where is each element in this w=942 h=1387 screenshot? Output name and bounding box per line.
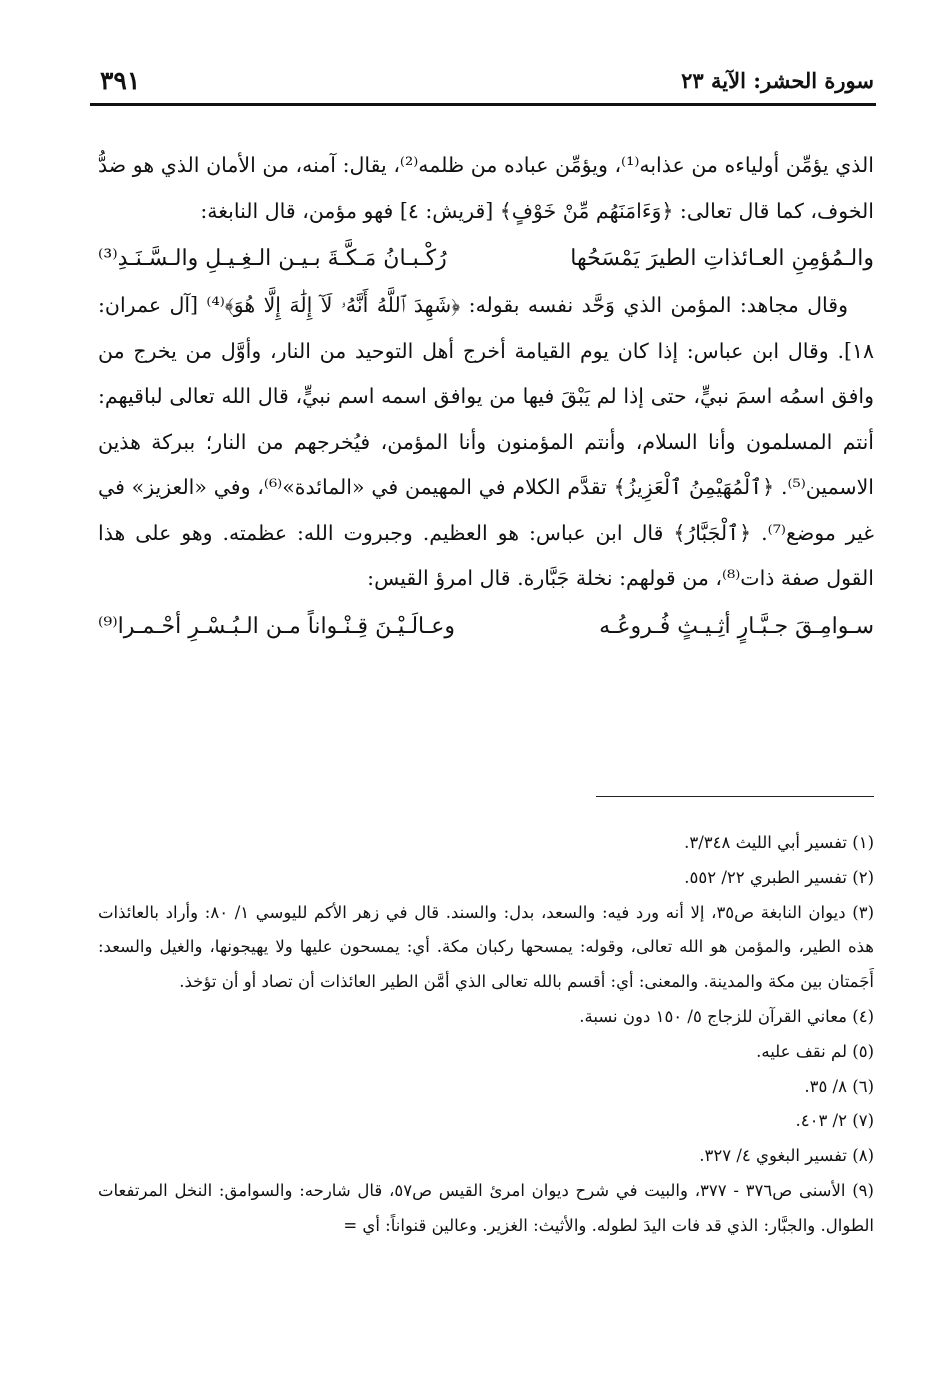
footnotes (98, 826, 874, 1244)
verse-2-first-hemistich: سـوامِـقَ جـبَّـارٍ أثِـيـثٍ فُـروعُـه (599, 613, 874, 639)
paragraph-1: الذي يؤمِّن أولياءه من عذابه⁽¹⁾، ويؤمِّن عباده من ظلمه⁽²⁾، يقال: آمنه، من الأمان الذي هو ضدُّ الخوف، كما قال تعالى: ﴿وَءَامَنَهُم مِّنْ خَوْفٍ﴾ [قريش: ٤] فهو مؤمن، قال النابغة: (98, 153, 874, 223)
verse-1-first-hemistich: والـمُؤمِنِ العـائذاتِ الطيرَ يَمْسَحُها (570, 246, 874, 271)
page-header (100, 62, 874, 102)
verse-2-second-hemistich: وعـالَـيْـنَ قِـنْـواناً مـن الـبُـسْـرِ أحْـمـرا⁽⁹⁾ (98, 613, 455, 639)
footnote-6: (٦) ٨/ ٣٥. (804, 1076, 874, 1096)
paragraph-2: وقال مجاهد: المؤمن الذي وَحَّد نفسه بقوله: ﴿شَهِدَ ٱللَّهُ أَنَّهُۥ لَآ إِلَٰهَ إِلَّا هُوَ﴾⁽⁴⁾ [آل عمران: ١٨]. وقال ابن عباس: إذا كان يوم القيامة أخرج أهل التوحيد من النار، وأوَّل من يخرج من وافق اسمُه اسمَ نبيٍّ، حتى إذا لم يَبْقَ فيها من يوافق اسمه اسم نبيٍّ، قال الله تعالى لباقيهم: أنتم المسلمون وأنا السلام، وأنتم المؤمنون وأنا المؤمن، فيُخرجهم من النار؛ ببركة هذين الاسمين⁽⁵⁾. ﴿ٱلْمُهَيْمِنُ ٱلْعَزِيزُ﴾ تقدَّم الكلام في المهيمن في «المائدة»⁽⁶⁾، وفي «العزيز» في غير موضع⁽⁷⁾. ﴿ٱلْجَبَّارُ﴾ قال ابن عباس: هو العظيم. وجبروت الله: عظمته. وهو على هذا القول صفة ذات⁽⁸⁾، من قولهم: نخلة جَبَّارة. قال امرؤ القيس: (98, 293, 874, 590)
footnote-8: (٨) تفسير البغوي ٤/ ٣٢٧. (699, 1146, 874, 1166)
page-number: ٣٩١ (100, 66, 141, 95)
verse-1-second-hemistich: رُكْـبـانُ مَـكَّـةَ بـيـن الـغِـيـلِ والـسَّـنَـدِ⁽³⁾ (98, 246, 447, 271)
footnote-2: (٢) تفسير الطبري ٢٢/ ٥٥٢. (684, 867, 874, 887)
main-text (98, 143, 874, 651)
footnote-1: (١) تفسير أبي الليث ٣/٣٤٨. (684, 833, 874, 852)
header-divider (90, 103, 876, 106)
footnote-7: (٧) ٢/ ٤٠٣. (795, 1111, 874, 1131)
footnote-9: (٩) الأسنى ص٣٧٦ - ٣٧٧، والبيت في شرح ديوان امرئ القيس ص٥٧، قال شارحه: والسوامق: النخل المرتفعات الطوال. والجبَّار: الذي قد فات اليدَ لطوله. والأثيث: الغزير. وعالين قنواناً: أي = (98, 1180, 874, 1235)
footnote-3: (٣) ديوان النابغة ص٣٥، إلا أنه ورد فيه: والسعد، بدل: والسند. قال في زهر الأكم لليوسي ١/ ٨٠: وأراد بالعائذات هذه الطير، والمؤمن هو الله تعالى، وقوله: يمسحها ركبان مكة. أي: يمسحون عليها ولا يهيجونها، والغيل والسعد: أَجَمتان بين مكة والمدينة. والمعنى: أي: أقسم بالله تعالى الذي أمَّن الطير العائذات أن تصاد أو أن تؤخذ. (98, 902, 874, 992)
surah-title: سورة الحشر: الآية ٢٣ (681, 68, 874, 93)
poetry-verse-1 (98, 234, 874, 283)
footnote-5: (٥) لم نقف عليه. (756, 1041, 874, 1061)
footnote-divider (596, 796, 874, 797)
poetry-verse-2 (98, 602, 874, 651)
footnote-4: (٤) معاني القرآن للزجاج ٥/ ١٥٠ دون نسبة. (579, 1006, 874, 1026)
